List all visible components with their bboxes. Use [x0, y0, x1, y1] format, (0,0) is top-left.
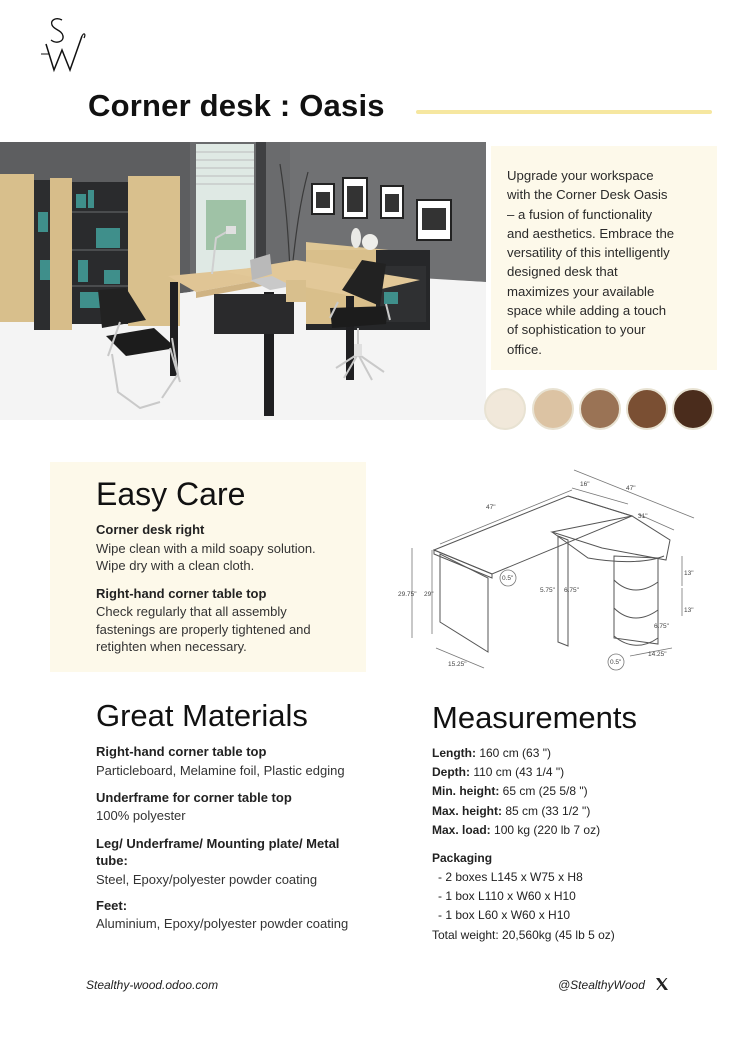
page-title: Corner desk : Oasis — [88, 88, 385, 123]
care-item-title: Right-hand corner table top — [96, 586, 267, 601]
material-title: tube: — [96, 853, 128, 868]
material-title: Feet: — [96, 898, 128, 913]
intro-line: with the Corner Desk Oasis — [507, 187, 668, 203]
material-text: Particleboard, Melamine foil, Plastic edging — [96, 763, 345, 778]
material-text: Aluminium, Epoxy/polyester powder coating — [96, 916, 349, 931]
measurement-row: Min. height: 65 cm (25 5/8 ") — [432, 784, 588, 799]
measurement-row: Length: 160 cm (63 ") — [432, 746, 551, 760]
care-item-text: Wipe dry with a clean cloth. — [96, 558, 255, 573]
care-item-text: Wipe clean with a mild soapy solution. — [96, 541, 316, 556]
packaging-item: - 1 box L110 x W60 x H10 — [438, 889, 576, 904]
packaging-list — [432, 868, 615, 945]
dim-label: 0.5" — [502, 575, 514, 582]
dim-label: 5.75" — [540, 587, 555, 594]
swatch-4[interactable] — [626, 388, 668, 430]
intro-line: of sophistication to your — [507, 322, 646, 338]
dim-label: 0.5" — [610, 659, 622, 666]
measurements-list — [432, 744, 600, 840]
dim-label: 15.25" — [448, 661, 467, 668]
intro-line: and aesthetics. Embrace the — [507, 225, 675, 241]
social-handle[interactable]: @StealthyWood — [558, 978, 645, 992]
intro-line: office. — [507, 341, 542, 357]
measurement-row: Max. load: 100 kg (220 lb 7 oz) — [432, 822, 601, 837]
intro-line: Upgrade your workspace — [507, 168, 654, 183]
website-link[interactable]: Stealthy-wood.odoo.com — [86, 978, 219, 992]
title-underline — [416, 110, 712, 114]
dim-label: 47" — [486, 504, 496, 511]
wood-color-swatches — [482, 388, 718, 430]
materials-heading: Great Materials — [96, 698, 308, 733]
office-corner-desk-photo — [0, 142, 486, 420]
desk-dimension-diagram — [392, 452, 712, 678]
dim-label: 47" — [626, 485, 636, 492]
care-item-title: Corner desk right — [96, 522, 205, 537]
dim-label: 16" — [580, 481, 590, 488]
intro-line: designed desk that — [507, 264, 618, 280]
dim-label: 29" — [424, 591, 434, 598]
intro-line: versatility of this intelligently — [507, 245, 670, 261]
dim-label: 13" — [684, 570, 694, 577]
total-weight: Total weight: 20,560kg (45 lb 5 oz) — [432, 927, 615, 942]
intro-line: maximizes your available — [507, 283, 655, 299]
measurement-row: Max. height: 85 cm (33 1/2 ") — [432, 803, 591, 818]
care-item-text: fastenings are properly tightened and — [96, 622, 311, 637]
swatch-3[interactable] — [579, 388, 621, 430]
dim-label: 14.25" — [648, 651, 667, 658]
measurements-heading: Measurements — [432, 700, 638, 735]
material-title: Right-hand corner table top — [96, 744, 267, 759]
intro-text — [507, 166, 709, 359]
swatch-5[interactable] — [672, 388, 714, 430]
x-logo-icon[interactable] — [655, 977, 669, 991]
intro-line: – a fusion of functionality — [507, 206, 653, 222]
dim-label: 13" — [684, 607, 694, 614]
material-text: Steel, Epoxy/polyester powder coating — [96, 872, 318, 887]
material-title: Leg/ Underframe/ Mounting plate/ Metal — [96, 836, 340, 851]
material-title: Underframe for corner table top — [96, 790, 292, 805]
dim-label: 31" — [638, 513, 648, 520]
material-text: 100% polyester — [96, 808, 186, 823]
care-item-text: Check regularly that all assembly — [96, 604, 287, 619]
packaging-heading: Packaging — [432, 851, 493, 865]
dim-label: 29.75" — [398, 591, 417, 598]
swatch-1[interactable] — [484, 388, 526, 430]
easy-care-heading: Easy Care — [96, 476, 246, 512]
measurement-row: Depth: 110 cm (43 1/4 ") — [432, 765, 565, 780]
intro-box — [491, 146, 717, 370]
swatch-2[interactable] — [532, 388, 574, 430]
intro-line: space while adding a touch — [507, 303, 667, 319]
sw-monogram-logo — [38, 14, 94, 74]
dim-label: 6.75" — [654, 623, 669, 630]
packaging-item: - 2 boxes L145 x W75 x H8 — [438, 870, 583, 884]
dim-label: 6.75" — [564, 587, 579, 594]
packaging-item: - 1 box L60 x W60 x H10 — [438, 908, 571, 923]
care-item-text: retighten when necessary. — [96, 639, 247, 654]
